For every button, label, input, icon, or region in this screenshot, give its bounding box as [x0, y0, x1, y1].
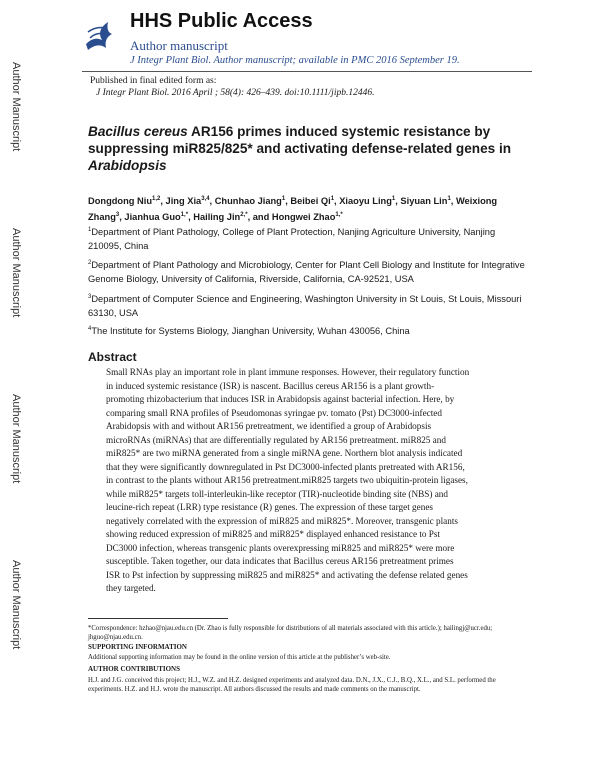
affiliation-2: $^2$Department of Plant Pathology and Microbiology, Center for Plant Cell Biology and Institute for Integrative Genome Biology, University of California, Riverside, California, CA-92521, USA — [88, 260, 525, 284]
paper-title: Bacillus cereus AR156 primes induced systemic resistance by suppressing miR825/825* and activating defense-related genes in Arabidopsis — [88, 124, 512, 173]
author-name: Jing Xia$^{3,4}$ — [165, 196, 210, 207]
affiliation-4: $^4$The Institute for Systems Biology, Jianghan University, Wuhan 430056, China — [88, 326, 410, 337]
author-name: Beibei Qi$^1$ — [290, 196, 335, 207]
published-label: Published in final edited form as: — [90, 76, 217, 86]
supporting-info-heading: SUPPORTING INFORMATION — [88, 643, 187, 651]
abstract-line: showing reduced expression of miR825 and miR825* displayed enhanced resistance to Pst — [106, 529, 441, 539]
contributions-text: H.J. and J.G. conceived this project; H.J., W.Z. and H.Z. designed experiments and analyzed data. D.N., J.X., C.J., B.Q., X.L., and S.L. performed the experiments. H.Z. and H.J. wrote the manuscript. All authors discussed the results and made comments on the manuscript. — [88, 677, 496, 693]
author-name: Hongwei Zhao$^{1,*}$ — [271, 212, 343, 223]
abstract-line: microRNAs (miRNAs) that are differentially regulated by AR156 pretreatment. miR825 and — [106, 434, 446, 445]
side-label-2: Author Manuscript — [10, 228, 22, 318]
abstract-line: negatively correlated with the expression of miR825 and miR825*. Moreover, transgenic plants — [106, 515, 458, 526]
abstract-heading: Abstract — [88, 350, 137, 364]
author-name: Hailing Jin$^{2,*}$ — [193, 212, 248, 223]
abstract-line: leucine-rich repeat (LRR) type resistance (R) genes. The expression of these target genes — [106, 502, 433, 512]
hhs-eagle-logo-icon — [82, 14, 118, 56]
abstract-line: promoting rhizobacterium that induces ISR in Arabidopsis against bacterial infection. Here, by — [106, 394, 455, 404]
author-list: Dongdong Niu$^{1,2}$, Jing Xia$^{3,4}$, Chunhao Jiang$^1$, Beibei Qi$^1$, Xiaoyu Ling$^1$, Siyuan Lin$^1$, Weixiong Zhang$^3$, Jianhua Guo$^{1,*}$, Hailing Jin$^{2,*}$, and Hongwei Zhao$^{1,*}$ — [88, 196, 498, 223]
side-label-1: Author Manuscript — [10, 62, 22, 152]
abstract-body — [106, 366, 526, 596]
header-rule — [82, 71, 532, 72]
side-label-3: Author Manuscript — [10, 394, 22, 484]
affiliation-3: $^3$Department of Computer Science and Engineering, Washington University in St Louis, St Louis, Missouri 63130, USA — [88, 294, 522, 318]
side-label-4: Author Manuscript — [10, 560, 22, 650]
abstract-line: Small RNAs play an important role in plant immune responses. However, their regulatory function — [106, 367, 470, 377]
abstract-line: comparing small RNA profiles of Pseudomonas syringae pv. tomato (Pst) DC3000-infected — [106, 407, 442, 418]
abstract-line: in induced systemic resistance (ISR) is nascent. Bacillus cereus AR156 is a plant growth- — [106, 380, 435, 391]
author-name: Chunhao Jiang$^1$ — [214, 196, 286, 207]
abstract-line: they targeted. — [106, 583, 156, 593]
affiliation-1: $^1$Department of Plant Pathology, College of Plant Protection, Nanjing Agriculture University, Nanjing 210095, China — [88, 227, 496, 251]
abstract-line: DC3000 infection, whereas transgenic plants overexpressing miR825 and miR825* were more — [106, 542, 455, 553]
abstract-line: Arabidopsis with and without AR156 pretreatment, we identified a group of Arabidopsis — [106, 421, 432, 431]
abstract-line: miR825* are two miRNA generated from a single miRNA gene. Northern blot analysis indicated — [106, 448, 463, 458]
author-name: Weixiong Zhang$^3$ — [88, 196, 498, 223]
abstract-line: in contrast to the plants without AR156 pretreatment.miR825 targets two ubiquitin-protein ligases, — [106, 475, 468, 485]
journal-availability: J Integr Plant Biol. Author manuscript; available in PMC 2016 September 19. — [130, 55, 460, 66]
citation-line: J Integr Plant Biol. 2016 April ; 58(4): 426–439. doi:10.1111/jipb.12446. — [96, 88, 375, 98]
author-name: Siyuan Lin$^1$ — [400, 196, 451, 207]
footnote-rule — [88, 618, 228, 619]
supporting-info-text: Additional supporting information may be found in the online version of this article at the publisher’s web-site. — [88, 654, 391, 661]
abstract-line: while miR825* targets toll-interleukin-like receptor (TIR)-nucleotide binding site (NBS) and — [106, 488, 448, 499]
abstract-line: that they were significantly downregulated in Pst DC3000-infected plants pretreated with AR156, — [106, 461, 465, 472]
contributions-heading: AUTHOR CONTRIBUTIONS — [88, 665, 180, 673]
hhs-title: HHS Public Access — [130, 10, 313, 32]
author-name: Dongdong Niu$^{1,2}$ — [88, 196, 161, 207]
abstract-line: ISR to Pst infection by suppressing miR825 and miR825* and activating the defense related genes — [106, 569, 468, 580]
author-manuscript-label: Author manuscript — [130, 38, 228, 53]
author-name: Jianhua Guo$^{1,*}$ — [124, 212, 189, 223]
correspondence-note: *Correspondence: hzhao@njau.edu.cn (Dr. Zhao is fully responsible for distributions of all materials associated with this article.); hailingj@ucr.edu; jhguo@njau.edu.cn. — [88, 625, 493, 641]
abstract-line: susceptible. Taken together, our data indicates that Bacillus cereus AR156 pretreatment primes — [106, 556, 454, 566]
author-name: Xiaoyu Ling$^1$ — [339, 196, 396, 207]
